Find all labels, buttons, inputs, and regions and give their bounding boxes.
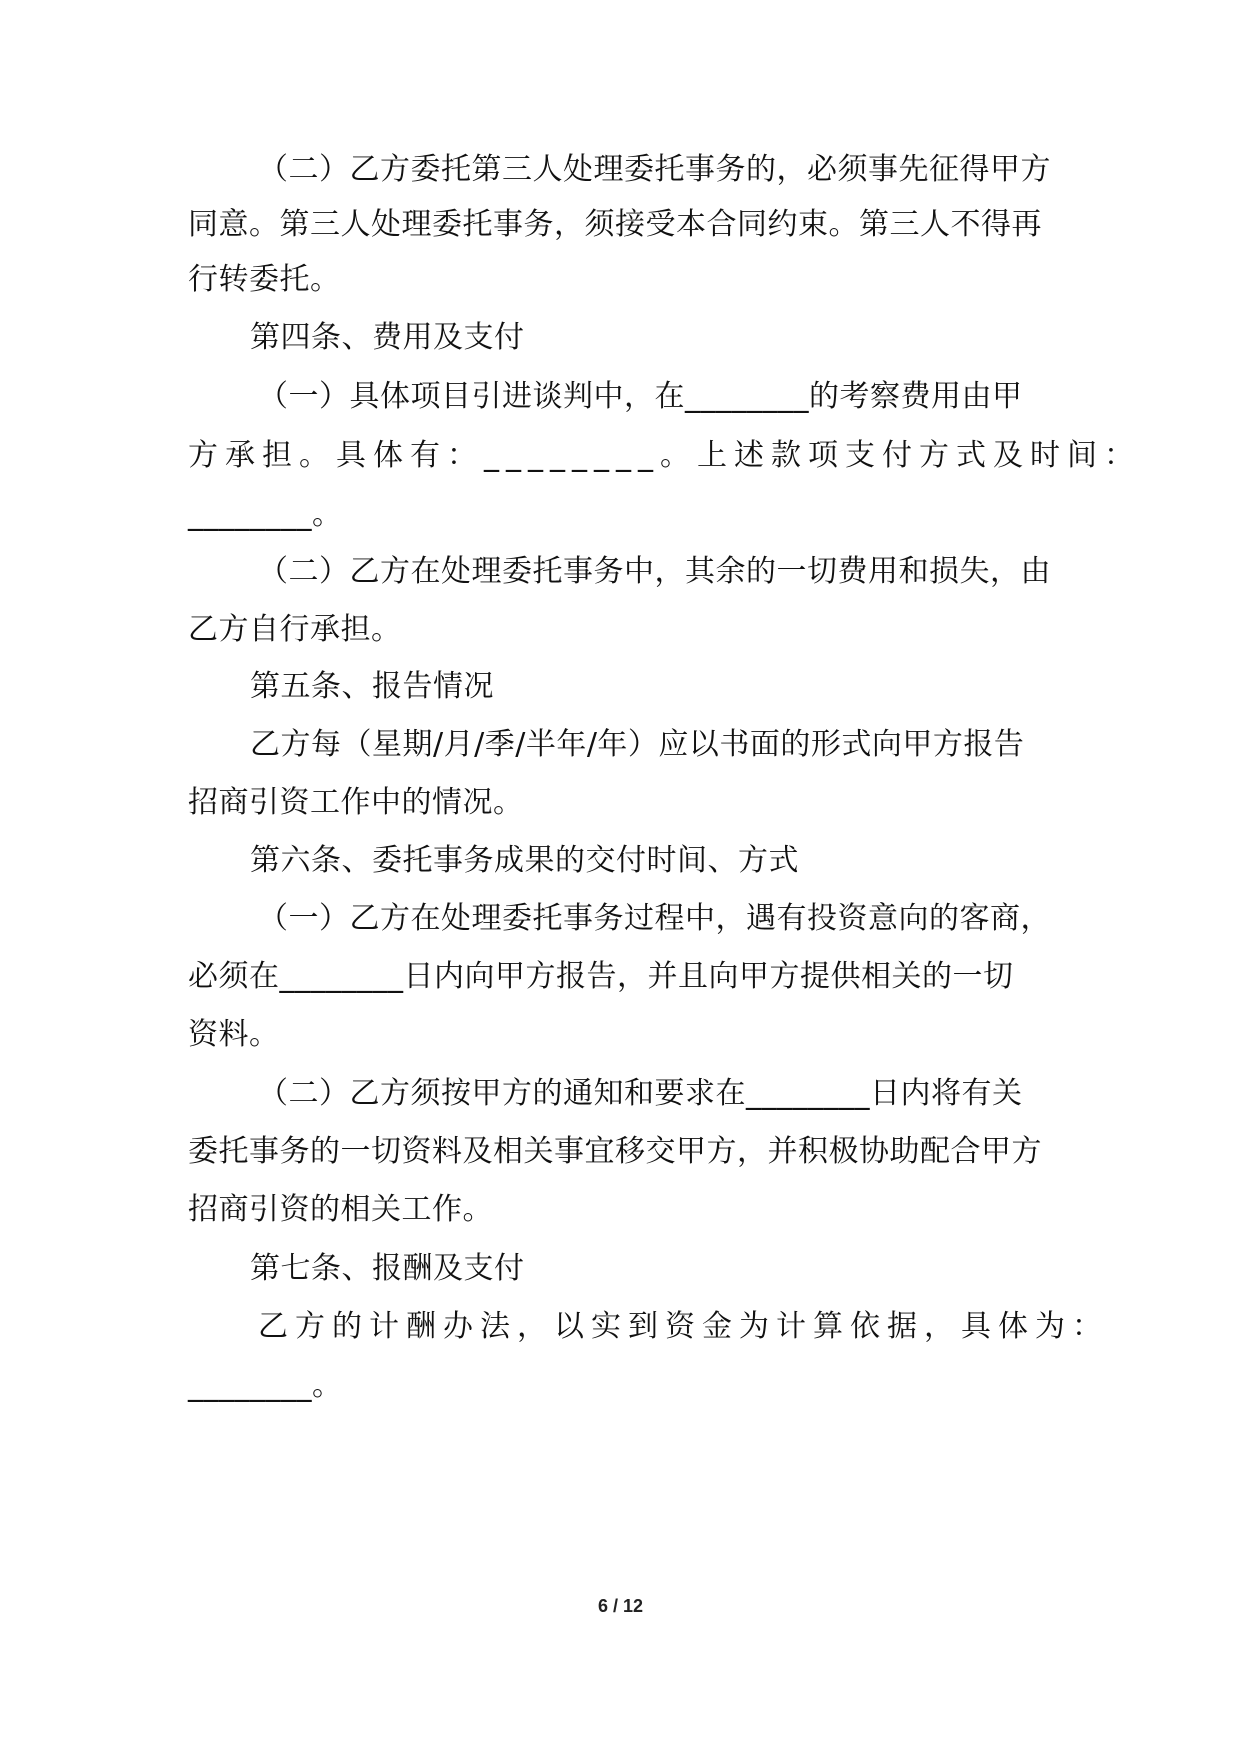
paragraph-line: （一）乙方在处理委托事务过程中，遇有投资意向的客商，: [258, 901, 1051, 936]
paragraph-line: ________。: [188, 497, 343, 532]
paragraph-line: 乙方自行承担。: [188, 612, 402, 647]
paragraph-line: 委托事务的一切资料及相关事宜移交甲方，并积极协助配合甲方: [188, 1134, 1042, 1169]
paragraph-line: 资料。: [188, 1017, 280, 1052]
section-heading-article-5: 第五条、报告情况: [250, 669, 494, 704]
section-heading-article-6: 第六条、委托事务成果的交付时间、方式: [250, 843, 799, 878]
section-heading-article-4: 第四条、费用及支付: [250, 320, 525, 355]
paragraph-line: 行转委托。: [188, 262, 341, 297]
paragraph-line: （二）乙方委托第三人处理委托事务的，必须事先征得甲方: [258, 152, 1051, 187]
paragraph-line: 同意。第三人处理委托事务，须接受本合同约束。第三人不得再: [188, 207, 1042, 242]
paragraph-line: （二）乙方须按甲方的通知和要求在________日内将有关: [258, 1076, 1023, 1111]
paragraph-line: （一）具体项目引进谈判中，在________的考察费用由甲: [258, 379, 1023, 414]
page-number: 6 / 12: [597, 1596, 644, 1616]
paragraph-line: 招商引资工作中的情况。: [188, 785, 524, 820]
paragraph-line: 乙方每（星期/月/季/半年/年）应以书面的形式向甲方报告: [250, 727, 1025, 762]
paragraph-line: 乙方的计酬办法，以实到资金为计算依据，具体为：: [258, 1309, 1109, 1344]
paragraph-line: 方承担。具体有：________。上述款项支付方式及时间：: [188, 438, 1141, 473]
paragraph-line: 招商引资的相关工作。: [188, 1192, 493, 1227]
paragraph-line: ________。: [188, 1368, 343, 1403]
paragraph-line: （二）乙方在处理委托事务中，其余的一切费用和损失，由: [258, 554, 1051, 589]
section-heading-article-7: 第七条、报酬及支付: [250, 1251, 525, 1286]
paragraph-line: 必须在________日内向甲方报告，并且向甲方提供相关的一切: [188, 959, 1014, 994]
